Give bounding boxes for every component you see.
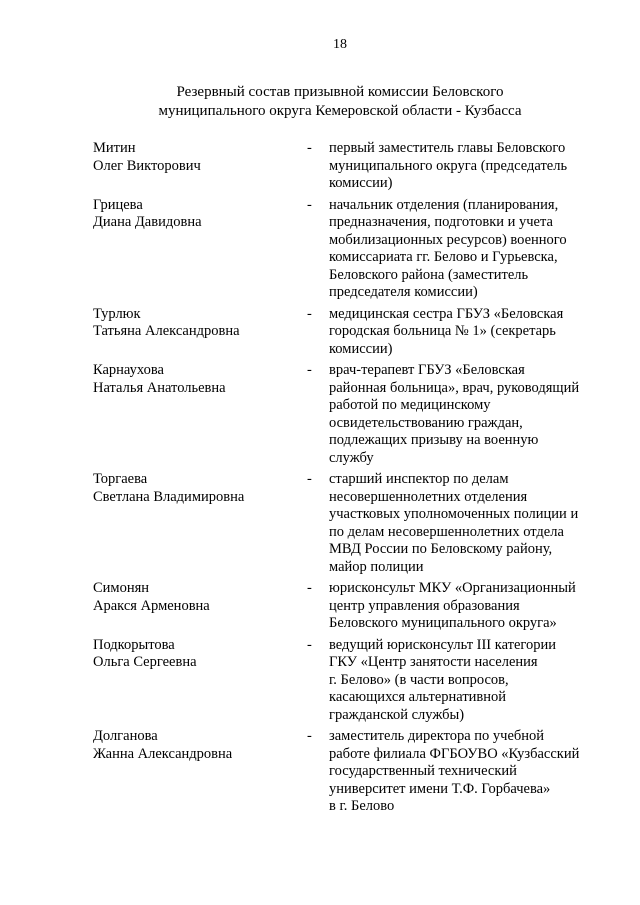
member-given-name: Аракся Арменовна bbox=[93, 597, 210, 614]
title-line-1: Резервный состав призывной комиссии Беловского bbox=[176, 84, 504, 100]
document-title bbox=[0, 83, 640, 121]
member-name bbox=[93, 140, 293, 175]
member-role-line: первый заместитель главы Беловского bbox=[329, 140, 566, 156]
member-role-line: государственный технический bbox=[329, 763, 517, 779]
member-role-line: ГКУ «Центр занятости населения bbox=[329, 654, 538, 670]
member-name bbox=[93, 197, 293, 232]
member-given-name: Светлана Владимировна bbox=[93, 488, 245, 505]
member-role bbox=[329, 140, 594, 197]
member-given-name: Олег Викторович bbox=[93, 157, 201, 174]
page-number: 18 bbox=[333, 37, 347, 52]
member-role bbox=[329, 197, 594, 306]
member-surname: Долганова bbox=[93, 728, 158, 744]
member-surname: Турлюк bbox=[93, 305, 141, 322]
member-role bbox=[329, 637, 594, 729]
member-surname: Грицева bbox=[93, 196, 143, 213]
member-dash: - bbox=[307, 196, 312, 213]
member-role bbox=[329, 362, 594, 471]
member-name bbox=[93, 471, 293, 506]
member-role-line: юрисконсульт МКУ «Организационный bbox=[329, 580, 576, 596]
member-role bbox=[329, 306, 594, 363]
member-role-line: касающихся альтернативной bbox=[329, 689, 507, 705]
member-dash: - bbox=[307, 580, 312, 596]
member-surname: Симонян bbox=[93, 580, 150, 596]
member-role-line: комиссии) bbox=[329, 340, 393, 357]
member-role-line: МВД России по Беловскому району, bbox=[329, 541, 553, 557]
member-role-line: службу bbox=[329, 449, 374, 466]
member-entry bbox=[0, 197, 640, 306]
member-entry bbox=[0, 637, 640, 729]
member-given-name: Ольга Сергеевна bbox=[93, 654, 197, 670]
member-surname: Митин bbox=[93, 140, 136, 156]
member-role-line: г. Белово» (в части вопросов, bbox=[329, 671, 509, 688]
member-name bbox=[93, 362, 293, 397]
member-entry bbox=[0, 580, 640, 637]
member-entry bbox=[0, 306, 640, 363]
member-role-line: участковых уполномоченных полиции и bbox=[329, 506, 579, 522]
member-role-line: подлежащих призыву на военную bbox=[329, 432, 539, 448]
member-role-line: несовершеннолетних отделения bbox=[329, 488, 528, 505]
member-role-line: по делам несовершеннолетних отдела bbox=[329, 523, 564, 540]
member-role-line: районная больница», врач, руководящий bbox=[329, 379, 580, 396]
member-dash: - bbox=[307, 636, 312, 653]
member-role bbox=[329, 580, 594, 637]
member-given-name: Татьяна Александровна bbox=[93, 323, 240, 339]
member-name bbox=[93, 728, 293, 763]
member-role-line: председателя комиссии) bbox=[329, 284, 478, 300]
member-surname: Торгаева bbox=[93, 471, 148, 487]
member-role-line: центр управления образования bbox=[329, 597, 520, 614]
member-role-line: старший инспектор по делам bbox=[329, 471, 509, 487]
member-role-line: освидетельствованию граждан, bbox=[329, 414, 523, 431]
member-role-line: муниципального округа (председатель bbox=[329, 157, 568, 174]
member-role bbox=[329, 728, 594, 820]
member-role-line: Беловского муниципального округа» bbox=[329, 615, 557, 631]
member-dash: - bbox=[307, 305, 312, 322]
member-role-line: мобилизационных ресурсов) военного bbox=[329, 231, 567, 248]
member-given-name: Жанна Александровна bbox=[93, 745, 233, 762]
member-name bbox=[93, 637, 293, 672]
member-role-line: университет имени Т.Ф. Горбачева» bbox=[329, 780, 551, 797]
member-dash: - bbox=[307, 471, 312, 487]
members-list bbox=[0, 140, 640, 820]
member-role-line: Беловского района (заместитель bbox=[329, 266, 529, 283]
member-role-line: предназначения, подготовки и учета bbox=[329, 214, 553, 230]
member-role-line: начальник отделения (планирования, bbox=[329, 196, 559, 213]
member-given-name: Наталья Анатольевна bbox=[93, 379, 226, 396]
member-entry bbox=[0, 140, 640, 197]
member-role bbox=[329, 471, 594, 580]
member-role-line: работой по медицинскому bbox=[329, 397, 491, 413]
member-dash: - bbox=[307, 140, 312, 156]
member-role-line: работе филиала ФГБОУВО «Кузбасский bbox=[329, 745, 580, 762]
member-role-line: комиссариата гг. Белово и Гурьевска, bbox=[329, 249, 558, 265]
member-role-line: в г. Белово bbox=[329, 798, 395, 814]
member-role-line: майор полиции bbox=[329, 558, 424, 575]
member-given-name: Диана Давидовна bbox=[93, 214, 202, 230]
member-role-line: комиссии) bbox=[329, 175, 393, 191]
member-dash: - bbox=[307, 728, 312, 744]
member-role-line: заместитель директора по учебной bbox=[329, 728, 545, 744]
member-surname: Карнаухова bbox=[93, 362, 164, 378]
member-entry bbox=[0, 471, 640, 580]
member-name bbox=[93, 580, 293, 615]
member-entry bbox=[0, 728, 640, 820]
member-name bbox=[93, 306, 293, 341]
member-dash: - bbox=[307, 362, 312, 378]
member-role-line: городская больница № 1» (секретарь bbox=[329, 323, 556, 339]
member-role-line: ведущий юрисконсульт III категории bbox=[329, 636, 557, 653]
member-role-line: врач-терапевт ГБУЗ «Беловская bbox=[329, 362, 525, 378]
member-entry bbox=[0, 362, 640, 471]
title-line-2: муниципального округа Кемеровской области - Кузбасса bbox=[158, 103, 522, 119]
member-role-line: медицинская сестра ГБУЗ «Беловская bbox=[329, 305, 564, 322]
member-role-line: гражданской службы) bbox=[329, 706, 465, 723]
member-surname: Подкорытова bbox=[93, 636, 175, 653]
